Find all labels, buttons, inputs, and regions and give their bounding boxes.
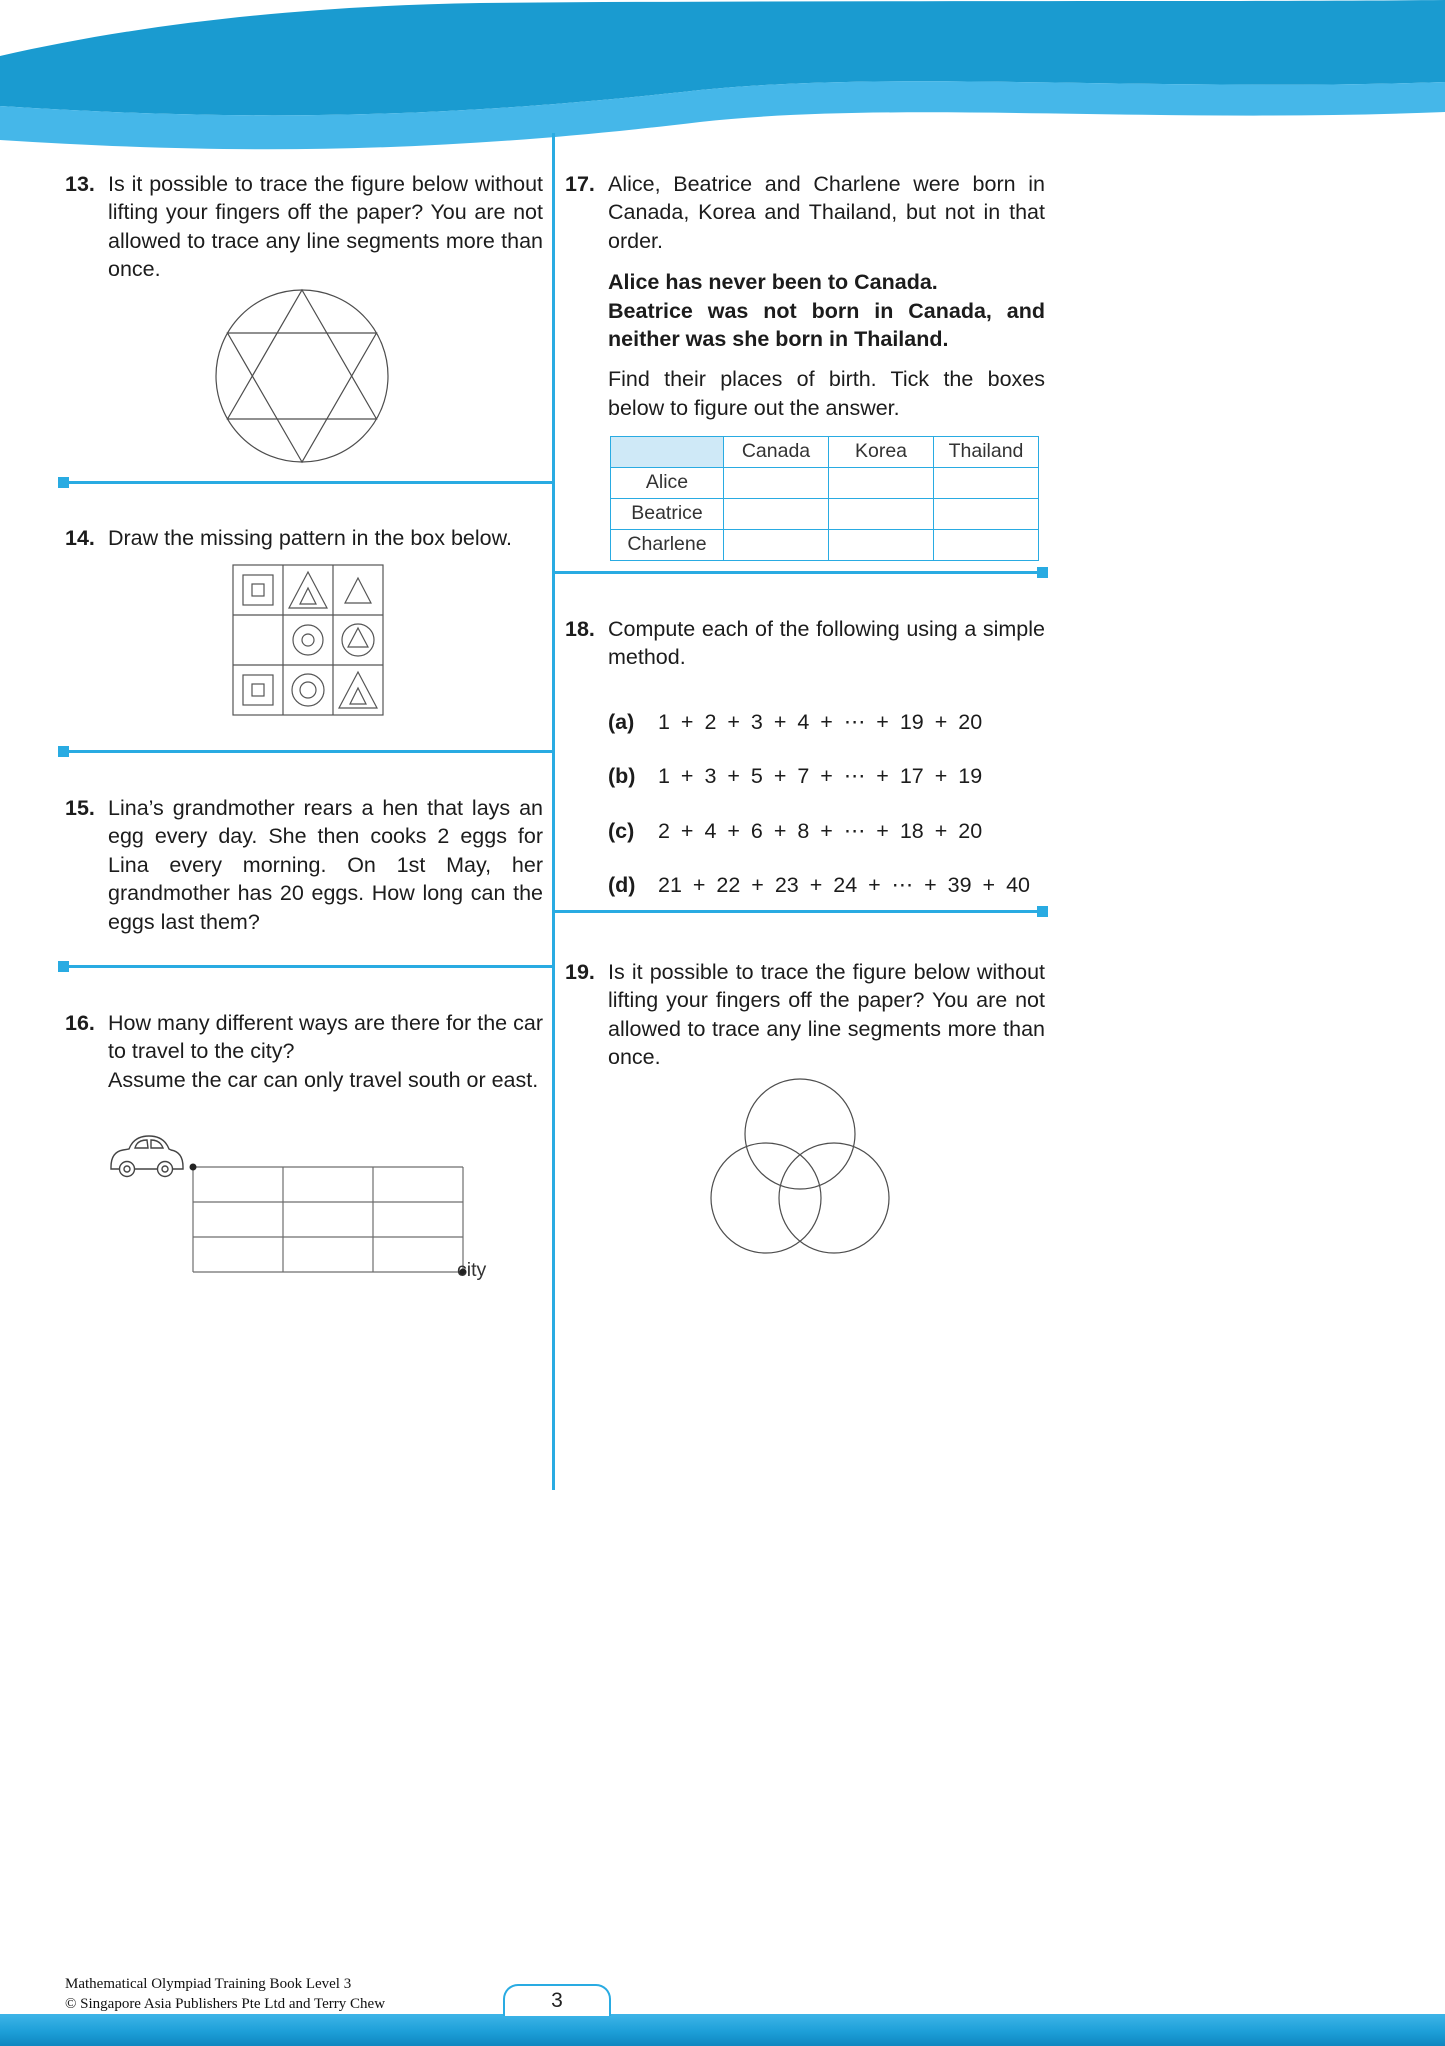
table-corner-cell: [611, 437, 724, 468]
problem-19-body: [608, 958, 1045, 1072]
figure-hexagram-in-circle: [212, 286, 392, 466]
separator-line: [58, 965, 553, 968]
equation-label-b: (b): [608, 764, 636, 789]
triangle-down: [228, 333, 377, 462]
problem-17-intro: Alice, Beatrice and Charlene were born in Canada, Korea and Thailand, but not in that order.: [608, 172, 1045, 253]
footer-book-title: Mathematical Olympiad Training Book Level 3: [65, 1976, 352, 1992]
problem-14-text: Draw the missing pattern in the box below.: [108, 526, 512, 550]
street-grid: [193, 1167, 463, 1272]
separator-endcap: [1037, 567, 1048, 578]
problem-16-text-line1: How many different ways are there for the car to travel to the city?: [108, 1011, 543, 1064]
separator-endcap: [58, 961, 69, 972]
separator-endcap: [58, 746, 69, 757]
problem-15-number: 15.: [65, 796, 95, 820]
equation-expr-a: 1 + 2 + 3 + 4 + ⋯ + 19 + 20: [658, 709, 983, 734]
car-icon: [111, 1136, 183, 1177]
footer-copyright: © Singapore Asia Publishers Pte Ltd and Terry Chew: [65, 1995, 386, 2012]
pattern-cell-circle-in-circle: [292, 674, 324, 706]
city-label: city: [457, 1259, 487, 1281]
problem-14-number: 14.: [65, 526, 95, 550]
problem-17-number: 17.: [565, 172, 595, 196]
bottom-bar: [0, 2014, 1445, 2046]
tick-cell[interactable]: [724, 530, 829, 561]
problem-17-clue1: Alice has never been to Canada.: [608, 270, 938, 295]
problem-16-body: [108, 1009, 543, 1094]
equation-expr-b: 1 + 3 + 5 + 7 + ⋯ + 17 + 19: [658, 764, 983, 789]
problem-17-clue2: Beatrice was not born in Canada, and neither was she born in Thailand.: [608, 298, 1045, 351]
table-header-row: [611, 437, 1039, 468]
tick-cell[interactable]: [934, 468, 1039, 499]
circle-bottom-left: [711, 1143, 821, 1253]
column-header-korea: Korea: [829, 437, 934, 468]
footer: [65, 1975, 385, 2014]
pattern-cell-circle-in-circle: [293, 625, 323, 655]
problem-19: [565, 958, 1045, 1072]
column-header-thailand: Thailand: [934, 437, 1039, 468]
equation-row-a: [608, 708, 1045, 736]
problem-17-clues: [608, 268, 1045, 353]
triangle-up: [228, 290, 377, 419]
problem-15: [65, 794, 543, 936]
separator-line: [553, 910, 1048, 913]
column-divider: [552, 133, 555, 1490]
tick-cell[interactable]: [934, 530, 1039, 561]
tick-cell[interactable]: [829, 499, 934, 530]
separator-endcap: [58, 477, 69, 488]
problem-17: [565, 170, 1045, 561]
start-point: [190, 1164, 197, 1171]
pattern-cell-triangle-in-triangle: [339, 672, 377, 708]
figure-three-circles: [678, 1072, 928, 1262]
page-number: 3: [551, 1989, 563, 2012]
problem-18: [565, 615, 1045, 899]
problem-15-text: Lina’s grandmother rears a hen that lays an egg every day. She then cooks 2 eggs for Lina every morning. On 1st May, her grandmother has 20 eggs. How long can the eggs last them?: [108, 796, 543, 934]
problem-19-text: Is it possible to trace the figure below without lifting your fingers off the paper? You are not allowed to trace any line segments more than once.: [608, 960, 1045, 1070]
problem-19-number: 19.: [565, 960, 595, 984]
row-header-charlene: Charlene: [611, 530, 724, 561]
equation-expr-c: 2 + 4 + 6 + 8 + ⋯ + 18 + 20: [658, 818, 983, 843]
problem-17-instruction: Find their places of birth. Tick the boxes below to figure out the answer.: [608, 367, 1045, 420]
equation-row-c: [608, 817, 1045, 845]
tick-cell[interactable]: [724, 468, 829, 499]
pattern-grid-icon: [232, 564, 384, 716]
tick-cell[interactable]: [934, 499, 1039, 530]
separator-line: [58, 750, 553, 753]
circle-bottom-right: [779, 1143, 889, 1253]
problem-13-text: Is it possible to trace the figure below without lifting your fingers off the paper? You are not allowed to trace any line segments more than once.: [108, 172, 543, 282]
pattern-cell-triangle: [345, 578, 371, 603]
pattern-cell-square-in-square: [243, 575, 273, 605]
tick-cell[interactable]: [724, 499, 829, 530]
problem-15-body: [108, 794, 543, 936]
problem-14: [65, 524, 543, 552]
row-header-alice: Alice: [611, 468, 724, 499]
header-wave-graphic: [0, 0, 1445, 165]
hexagram-icon: [212, 286, 392, 466]
figure-pattern-grid: [232, 564, 384, 716]
problem-13-number: 13.: [65, 172, 95, 196]
pattern-cell-square-in-square: [243, 675, 273, 705]
problem-18-number: 18.: [565, 617, 595, 641]
three-circles-icon: [678, 1072, 928, 1262]
problem-16: [65, 1009, 543, 1094]
problem-18-text: Compute each of the following using a simple method.: [608, 617, 1045, 670]
problem-16-text-line2: Assume the car can only travel south or east.: [108, 1067, 539, 1092]
separator-line: [58, 481, 553, 484]
tick-cell[interactable]: [829, 468, 934, 499]
table-row: [611, 499, 1039, 530]
table-row: [611, 530, 1039, 561]
problem-14-body: [108, 524, 543, 552]
separator-endcap: [1037, 906, 1048, 917]
pattern-cell-triangle-in-triangle: [289, 572, 327, 608]
equation-row-d: [608, 871, 1045, 899]
separator-line: [553, 571, 1048, 574]
problem-13-body: [108, 170, 543, 284]
equation-row-b: [608, 762, 1045, 790]
row-header-beatrice: Beatrice: [611, 499, 724, 530]
problem-13: [65, 170, 543, 284]
circle-outline: [216, 290, 388, 462]
figure-car-grid: [105, 1125, 545, 1285]
equation-label-c: (c): [608, 818, 635, 843]
equation-label-d: (d): [608, 872, 636, 897]
column-header-canada: Canada: [724, 437, 829, 468]
problem-17-body: [608, 170, 1045, 561]
tick-cell[interactable]: [829, 530, 934, 561]
problem-18-body: [608, 615, 1045, 899]
equation-expr-d: 21 + 22 + 23 + 24 + ⋯ + 39 + 40: [658, 872, 1031, 897]
pattern-cell-triangle-in-circle: [342, 624, 374, 656]
circle-top: [745, 1079, 855, 1189]
problem-16-number: 16.: [65, 1011, 95, 1035]
page-number-tab: [503, 1984, 611, 2016]
table-row: [611, 468, 1039, 499]
birthplace-table: [610, 436, 1039, 561]
equation-label-a: (a): [608, 709, 635, 734]
